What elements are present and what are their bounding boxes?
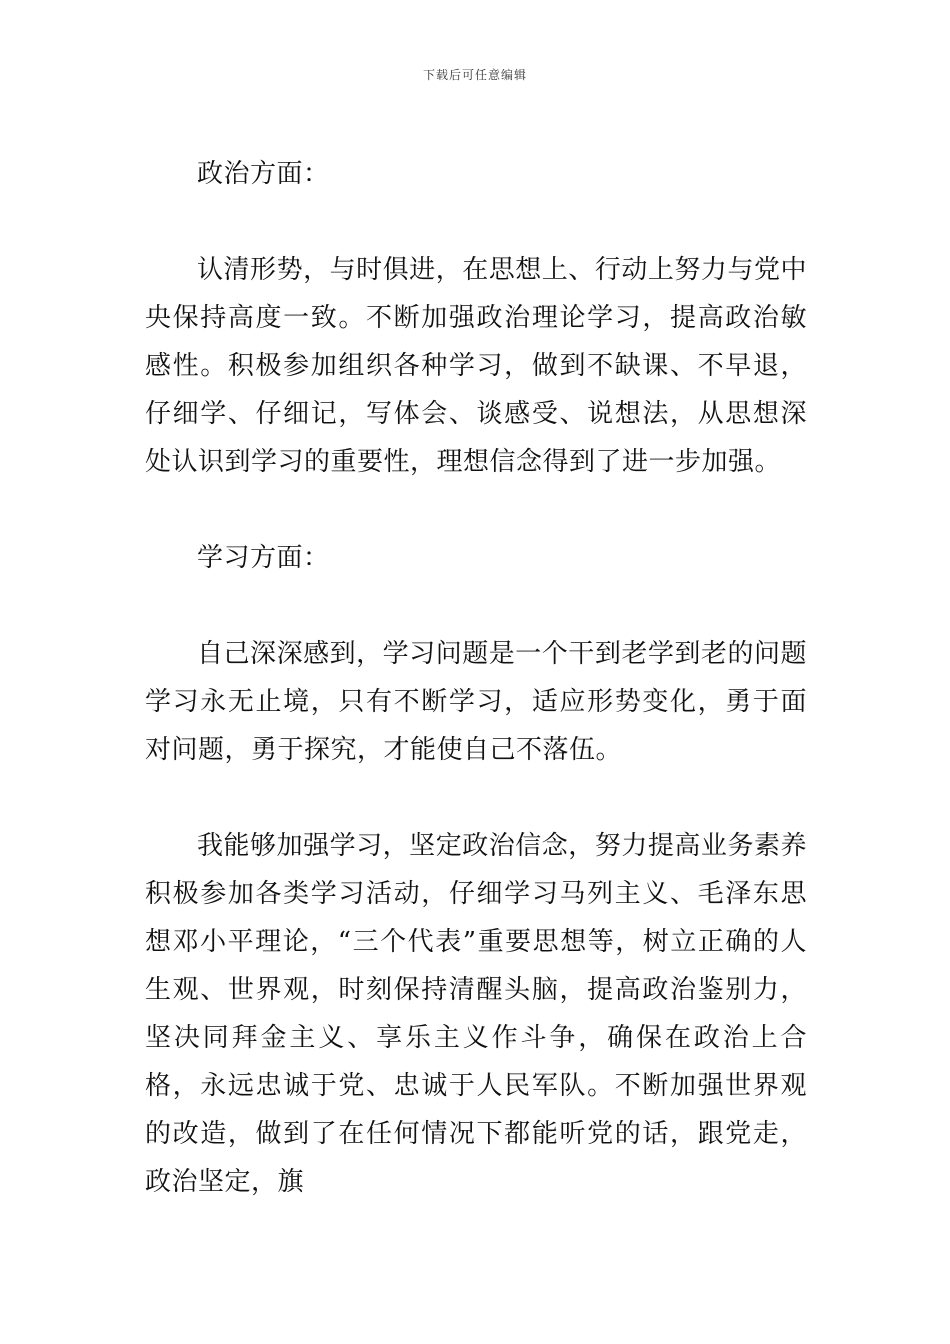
section-heading-politics: 政治方面：: [197, 159, 330, 189]
page-header-note: 下载后可任意编辑: [422, 68, 527, 82]
paragraph-politics: 认清形势，与时俱进，在思想上、行动上努力与党中央保持高度一致。不断加强政治理论学习，提高政治敏感性。积极参加组织各种学习，做到不缺课、不早退，仔细学、仔细记，写体会、谈感受、说想法，从思想深处认识到学习的重要性，理想信念得到了进一步加强。: [145, 255, 807, 477]
document-body: [145, 150, 807, 1206]
paragraph-study-1: 自己深深感到，学习问题是一个干到老学到老的问题学习永无止境，只有不断学习，适应形势变化，勇于面对问题，勇于探究，才能使自己不落伍。: [145, 639, 807, 765]
section-heading-study: 学习方面：: [197, 543, 330, 573]
paragraph-study-2: 我能够加强学习，坚定政治信念，努力提高业务素养积极参加各类学习活动，仔细学习马列主义、毛泽东思想邓小平理论，“三个代表”重要思想等，树立正确的人生观、世界观，时刻保持清醒头脑，提高政治鉴别力，坚决同拜金主义、享乐主义作斗争，确保在政治上合格，永远忠诚于党、忠诚于人民军队。不断加强世界观的改造，做到了在任何情况下都能听党的话，跟党走，政治坚定，旗: [145, 831, 807, 1197]
